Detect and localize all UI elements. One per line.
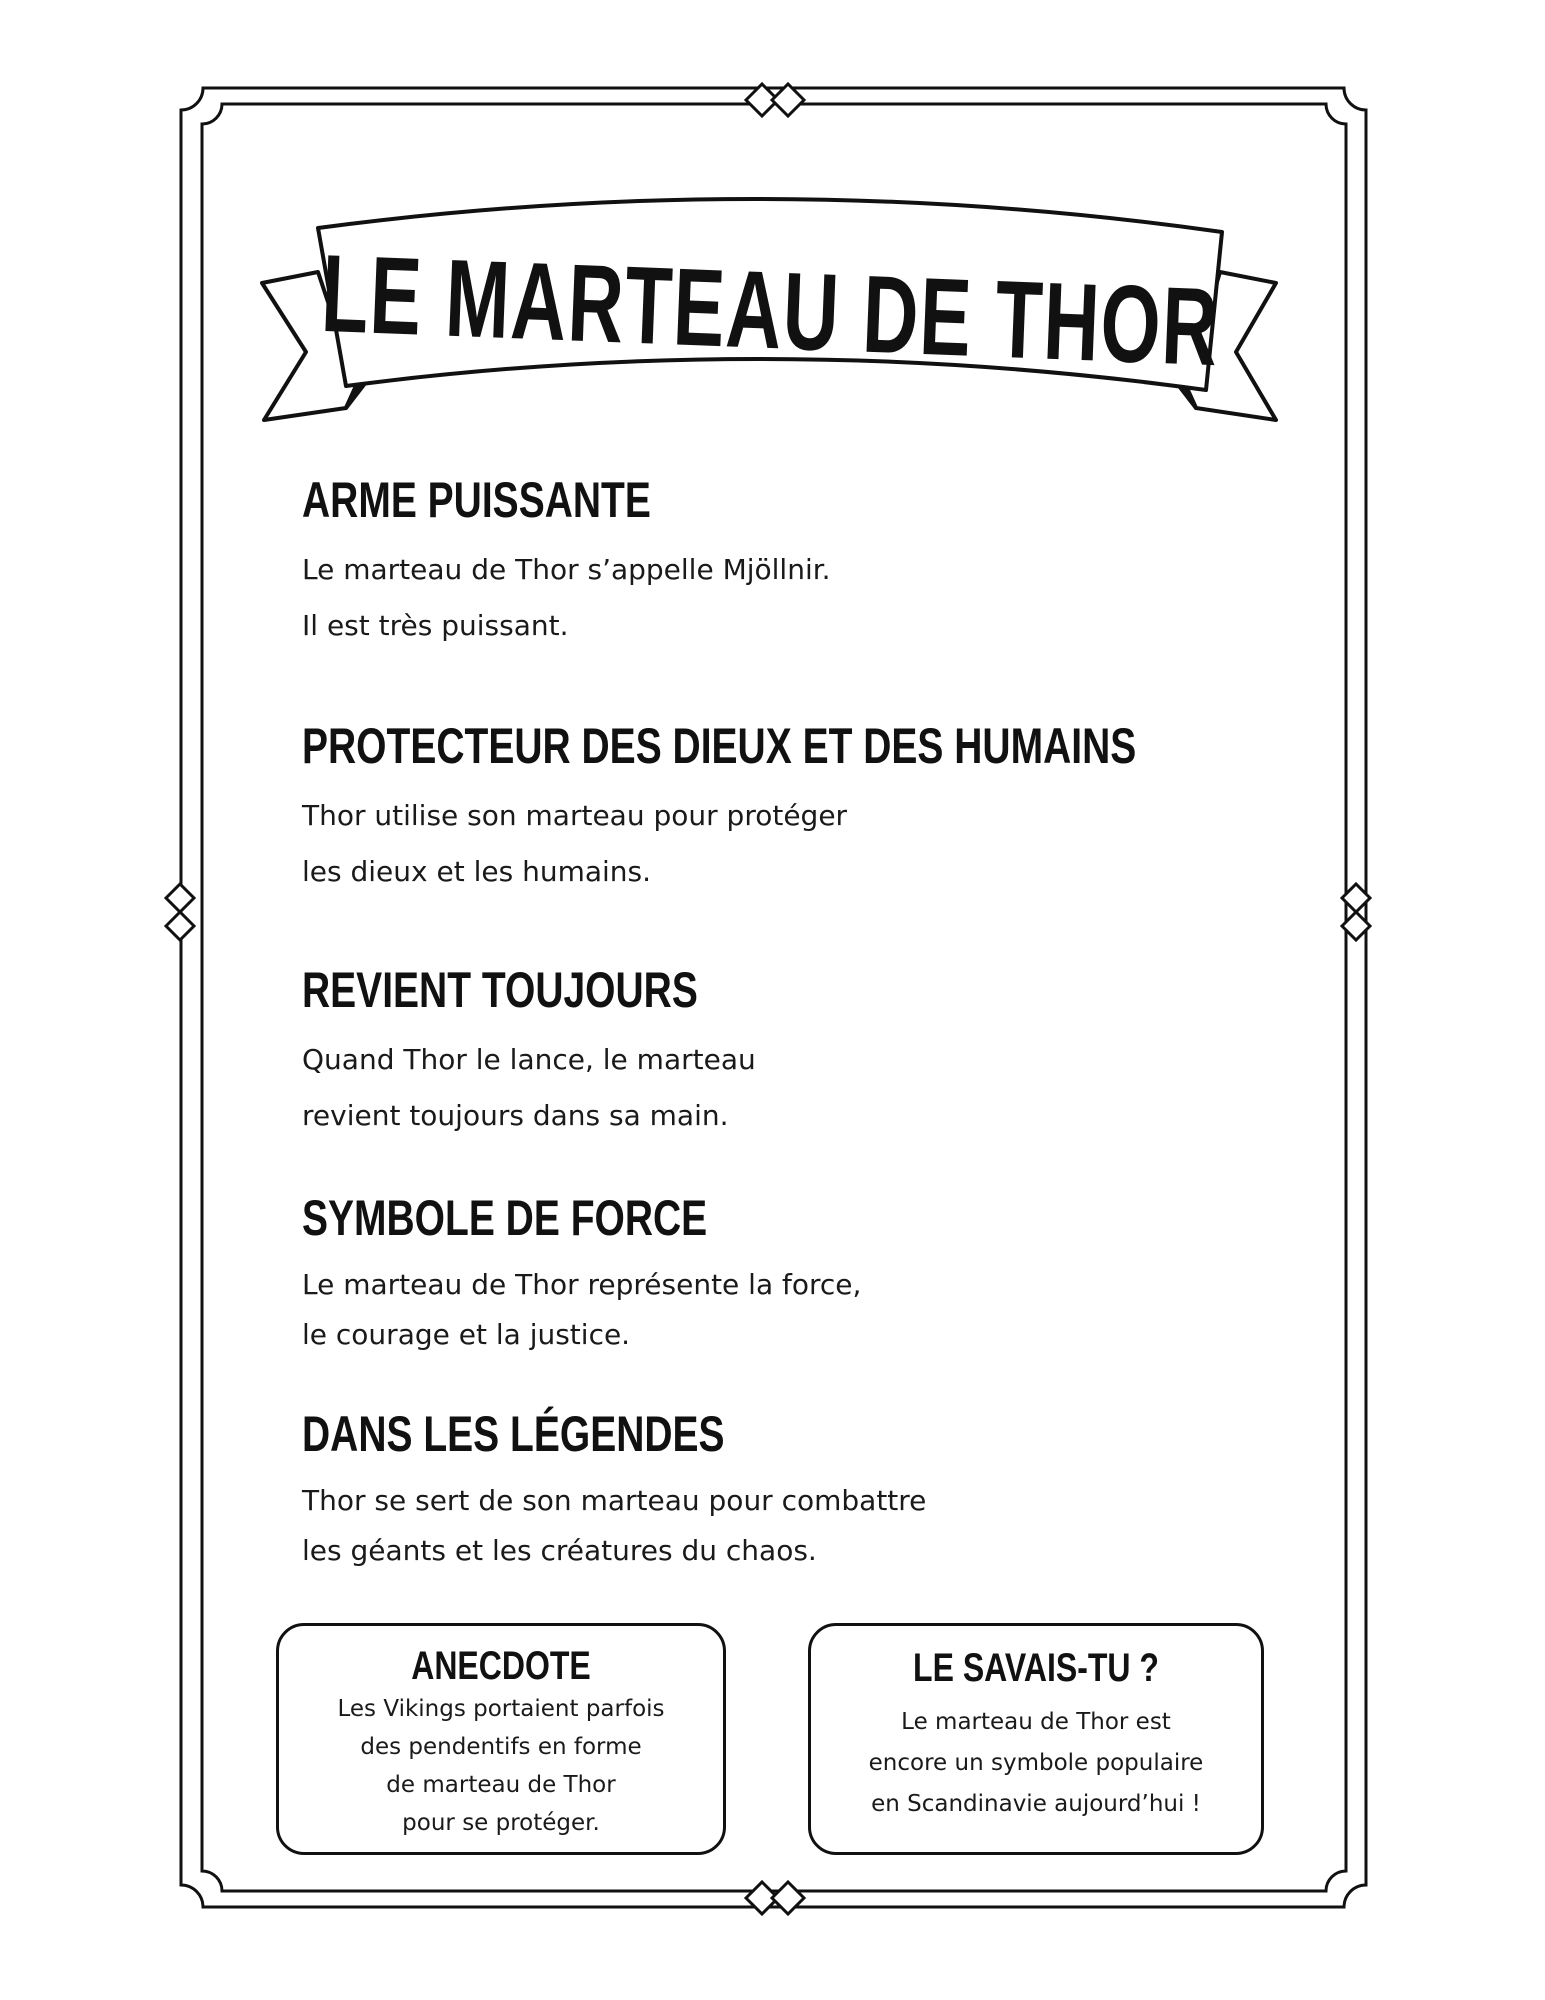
box-heading: LE SAVAIS-TU ? — [913, 1646, 1159, 1690]
section-symbole-de-force — [302, 1188, 1302, 1360]
box-line: des pendentifs en forme — [360, 1734, 642, 1760]
section-line: revient toujours dans sa main. — [302, 1099, 729, 1132]
section-line: Thor se sert de son marteau pour combattre — [302, 1484, 927, 1517]
box-line: encore un symbole populaire — [868, 1750, 1204, 1776]
section-dans-les-legendes — [302, 1404, 1302, 1576]
section-text — [302, 1032, 1302, 1144]
section-heading: REVIENT TOUJOURS — [302, 962, 698, 1018]
section-text — [302, 1476, 1302, 1576]
section-protecteur — [302, 716, 1302, 900]
section-line: les dieux et les humains. — [302, 855, 652, 888]
section-revient-toujours — [302, 960, 1302, 1144]
le-savais-tu-box — [808, 1623, 1264, 1855]
box-line: pour se protéger. — [402, 1810, 600, 1836]
page-title: LE MARTEAU DE THOR — [319, 231, 1221, 389]
section-heading: PROTECTEUR DES DIEUX ET DES HUMAINS — [302, 718, 1137, 774]
box-text — [279, 1690, 723, 1842]
page-title-banner — [257, 190, 1284, 429]
section-heading: DANS LES LÉGENDES — [302, 1406, 725, 1462]
bottom-ornament-icon — [746, 1882, 804, 1914]
anecdote-box — [276, 1623, 726, 1855]
section-line: Quand Thor le lance, le marteau — [302, 1043, 756, 1076]
box-line: de marteau de Thor — [386, 1772, 616, 1798]
left-ornament-icon — [166, 884, 194, 940]
section-line: Thor utilise son marteau pour protéger — [302, 799, 848, 832]
section-line: Il est très puissant. — [302, 609, 569, 642]
section-text — [302, 542, 1302, 654]
box-line: Les Vikings portaient parfois — [337, 1696, 665, 1722]
section-heading: SYMBOLE DE FORCE — [302, 1190, 708, 1246]
box-line: Le marteau de Thor est — [901, 1709, 1171, 1735]
section-line: le courage et la justice. — [302, 1318, 631, 1351]
section-heading: ARME PUISSANTE — [302, 472, 651, 528]
section-line: Le marteau de Thor s’appelle Mjöllnir. — [302, 553, 831, 586]
section-text — [302, 788, 1302, 900]
section-arme-puissante — [302, 470, 1302, 654]
section-line: Le marteau de Thor représente la force, — [302, 1268, 862, 1301]
section-text — [302, 1260, 1302, 1360]
box-heading: ANECDOTE — [411, 1644, 591, 1688]
box-line: en Scandinavie aujourd’hui ! — [871, 1791, 1201, 1817]
box-text — [811, 1702, 1261, 1825]
section-line: les géants et les créatures du chaos. — [302, 1534, 817, 1567]
